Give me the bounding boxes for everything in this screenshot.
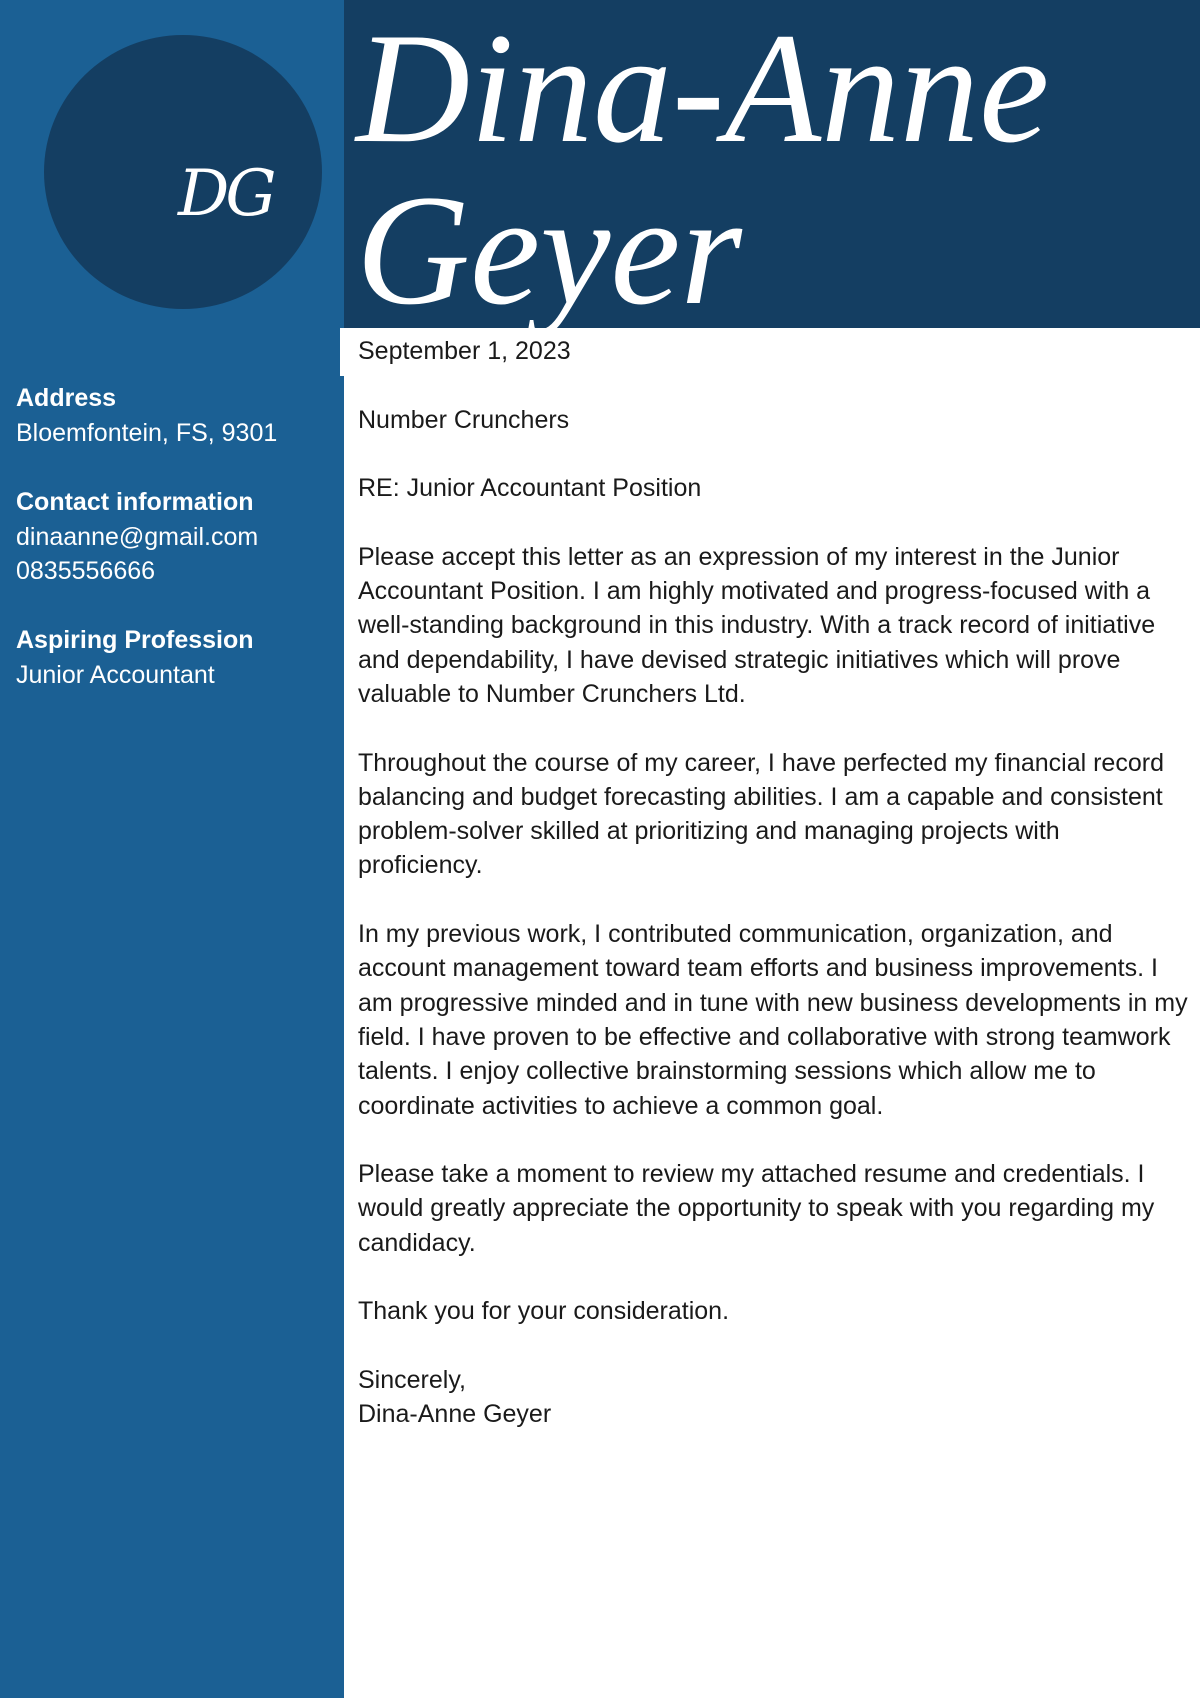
letter-paragraph: Please take a moment to review my attached resume and credentials. I would greatly appreciate the opportunity to speak with you regarding my candidacy.: [358, 1160, 1155, 1257]
letter-subject: RE: Junior Accountant Position: [358, 474, 702, 503]
address-section: [16, 380, 336, 450]
contact-info-section: [16, 484, 336, 588]
letter-closing: Sincerely,: [358, 1365, 466, 1394]
applicant-last-name: Geyer: [356, 163, 742, 338]
profession-section: [16, 622, 336, 692]
contact-details: [16, 380, 336, 726]
sidebar-edge-notch: [340, 328, 346, 376]
profession-label: Aspiring Profession: [16, 626, 254, 654]
letter-date: September 1, 2023: [358, 337, 571, 365]
letter-paragraph: Thank you for your consideration.: [358, 1297, 730, 1326]
letter-paragraph: Throughout the course of my career, I have perfected my financial record balancing and budget forecasting abilities. I am a capable and consistent problem-solver skilled at prioritizing and managing projects with proficiency.: [358, 748, 1164, 880]
letter-body: [358, 334, 1188, 1432]
letter-signature: Dina-Anne Geyer: [358, 1400, 552, 1429]
contact-info-label: Contact information: [16, 488, 254, 516]
monogram: DG: [178, 157, 273, 231]
phone-value: 0835556666: [16, 557, 156, 585]
email-value: dinaanne@gmail.com: [16, 523, 259, 551]
profession-value: Junior Accountant: [16, 661, 215, 689]
address-label: Address: [16, 384, 117, 412]
letter-paragraph: Please accept this letter as an expression of my interest in the Junior Accountant Position. I am highly motivated and progress-focused with a well-standing background in this industry. With a track record of initiative and dependability, I have devised strategic initiatives which will prove valuable to Number Crunchers Ltd.: [358, 542, 1156, 708]
letter-recipient: Number Crunchers: [358, 405, 570, 434]
address-value: Bloemfontein, FS, 9301: [16, 419, 278, 447]
applicant-first-name: Dina-Anne: [356, 1, 1050, 176]
applicant-name: [356, 1, 1050, 338]
letter-paragraph: In my previous work, I contributed communication, organization, and account management toward team efforts and business improvements. I am progressive minded and in tune with new business developments in my field. I have proven to be effective and collaborative with strong teamwork talents. I enjoy collective brainstorming sessions which allow me to coordinate activities to achieve a common goal.: [358, 920, 1188, 1120]
